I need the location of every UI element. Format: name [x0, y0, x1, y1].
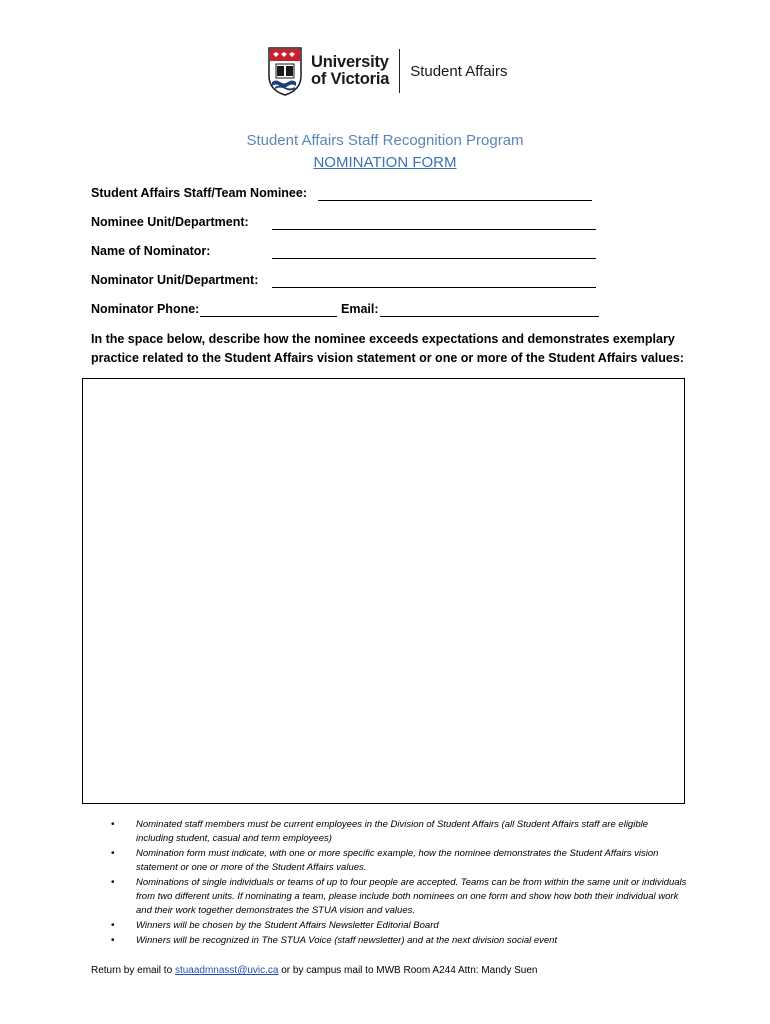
bullet-icon: •	[111, 920, 115, 931]
nominee-label: Student Affairs Staff/Team Nominee:	[91, 186, 307, 200]
list-item: • Nominations of single individuals or teams of up to four people are accepted. Teams can be from within the same unit or individuals from two different units. If nominating a team, please include both nominees on one form and show how both their individual work and their work together demonstrates the STUA vision and values.	[111, 877, 687, 916]
description-textarea[interactable]	[82, 378, 685, 804]
program-title: Student Affairs Staff Recognition Program	[246, 132, 524, 149]
logo-divider	[399, 49, 400, 93]
university-line-1: University	[311, 53, 389, 71]
nominator-unit-field[interactable]	[272, 287, 596, 288]
nominee-unit-label: Nominee Unit/Department:	[91, 215, 249, 229]
uvic-logo	[267, 46, 507, 96]
bullet-icon: •	[111, 877, 115, 888]
instructions-text: In the space below, describe how the nominee exceeds expectations and demonstrates exemplary practice related to the Student Affairs vision statement or one or more of the Student Affairs values:	[91, 332, 684, 365]
nominee-unit-field[interactable]	[272, 229, 596, 230]
email-field[interactable]	[380, 316, 599, 317]
nominator-name-label: Name of Nominator:	[91, 244, 211, 258]
nominee-field[interactable]	[318, 200, 592, 201]
email-label: Email:	[341, 302, 379, 316]
list-item: • Winners will be recognized in The STUA Voice (staff newsletter) and at the next division social event	[111, 935, 558, 946]
unit-name: Student Affairs	[410, 62, 508, 80]
nominator-phone-label: Nominator Phone:	[91, 302, 200, 316]
university-line-2: of Victoria	[311, 70, 390, 88]
form-title: NOMINATION FORM	[313, 154, 457, 171]
uvic-crest-icon	[267, 46, 303, 96]
list-item: • Nomination form must indicate, with one or more specific example, how the nominee demonstrates the Student Affairs vision statement or one or more of the Student Affairs values.	[111, 848, 659, 873]
university-name	[311, 54, 389, 88]
email-link[interactable]: stuaadmnasst@uvic.ca	[174, 965, 279, 976]
nominator-name-field[interactable]	[272, 258, 596, 259]
bullet-icon: •	[111, 819, 115, 830]
nominator-phone-field[interactable]	[200, 316, 337, 317]
list-item: • Nominated staff members must be current employees in the Division of Student Affairs (all Student Affairs staff are eligible including student, casual and term employees)	[111, 819, 649, 844]
bullet-icon: •	[111, 935, 115, 946]
bullet-icon: •	[111, 848, 115, 859]
nominator-unit-label: Nominator Unit/Department:	[91, 273, 259, 287]
return-instructions: Return by email to stuaadmnasst@uvic.ca or by campus mail to MWB Room A244 Attn: Mandy Suen	[91, 965, 538, 976]
notes-list	[108, 818, 688, 949]
list-item: • Winners will be chosen by the Student Affairs Newsletter Editorial Board	[111, 920, 439, 931]
